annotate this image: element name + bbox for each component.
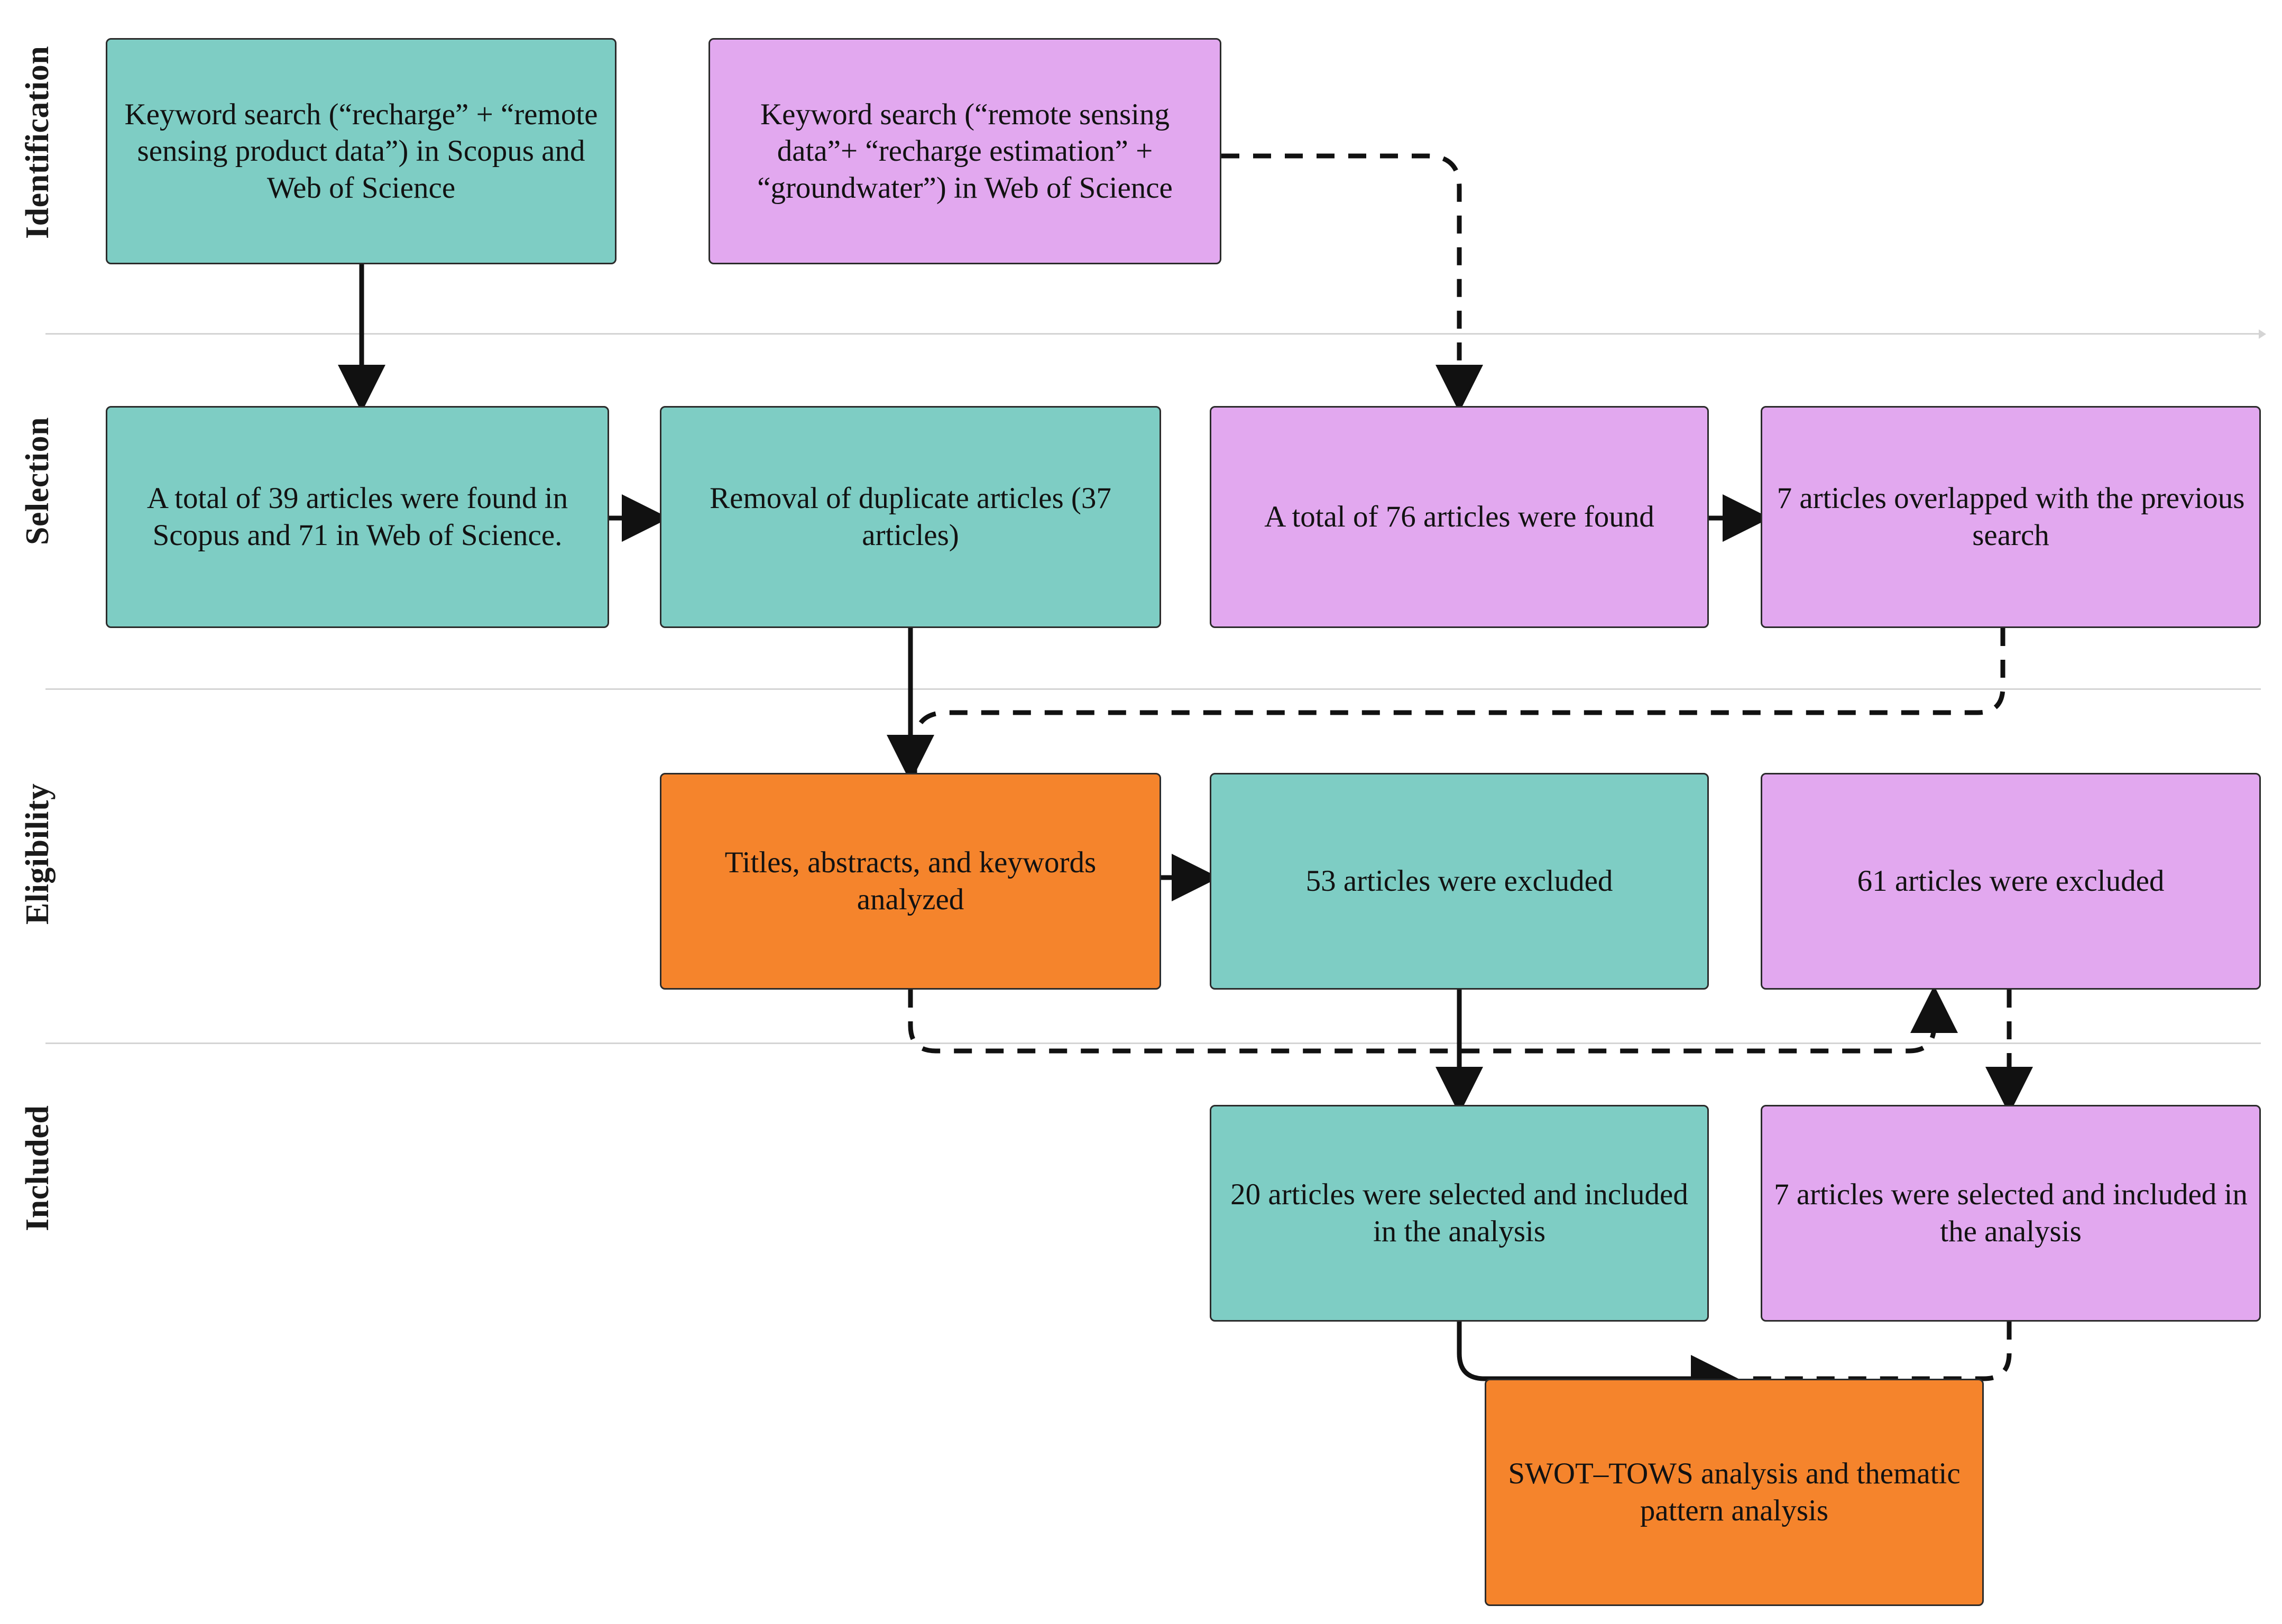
box-selection-76-found[interactable]: A total of 76 articles were found bbox=[1210, 406, 1709, 628]
stage-divider-3 bbox=[45, 1042, 2261, 1044]
box-selection-duplicates-removed[interactable]: Removal of duplicate articles (37 articles) bbox=[660, 406, 1161, 628]
box-identification-wos[interactable]: Keyword search (“remote sensing data”+ “recharge estimation” + “groundwater”) in Web of Science bbox=[708, 38, 1221, 264]
connector-overlap-to-titles bbox=[915, 628, 2003, 773]
box-selection-7-overlapped[interactable]: 7 articles overlapped with the previous search bbox=[1761, 406, 2261, 628]
connector-7-to-swot bbox=[1745, 1322, 2009, 1379]
stage-divider-1 bbox=[45, 333, 2261, 335]
stage-divider-1-arrow bbox=[2259, 329, 2266, 339]
connector-20-to-swot bbox=[1459, 1322, 1729, 1379]
box-selection-total-found[interactable]: A total of 39 articles were found in Scopus and 71 in Web of Science. bbox=[106, 406, 609, 628]
box-included-swot-tows[interactable]: SWOT–TOWS analysis and thematic pattern analysis bbox=[1485, 1379, 1984, 1606]
box-eligibility-titles-analyzed[interactable]: Titles, abstracts, and keywords analyzed bbox=[660, 773, 1161, 990]
stage-label-selection: Selection bbox=[20, 417, 56, 546]
box-included-7-selected[interactable]: 7 articles were selected and included in the analysis bbox=[1761, 1105, 2261, 1322]
stage-label-identification: Identification bbox=[20, 45, 56, 239]
stage-divider-2 bbox=[45, 688, 2261, 690]
box-eligibility-61-excluded[interactable]: 61 articles were excluded bbox=[1761, 773, 2261, 990]
box-identification-scopus-wos[interactable]: Keyword search (“recharge” + “remote sensing product data”) in Scopus and Web of Science bbox=[106, 38, 616, 264]
stage-label-included: Included bbox=[20, 1105, 56, 1232]
stage-label-eligibility: Eligibility bbox=[20, 783, 56, 925]
box-included-20-selected[interactable]: 20 articles were selected and included in the analysis bbox=[1210, 1105, 1709, 1322]
box-eligibility-53-excluded[interactable]: 53 articles were excluded bbox=[1210, 773, 1709, 990]
connector-id-purple-to-76 bbox=[1221, 156, 1459, 403]
connector-titles-to-61 bbox=[910, 990, 1934, 1051]
